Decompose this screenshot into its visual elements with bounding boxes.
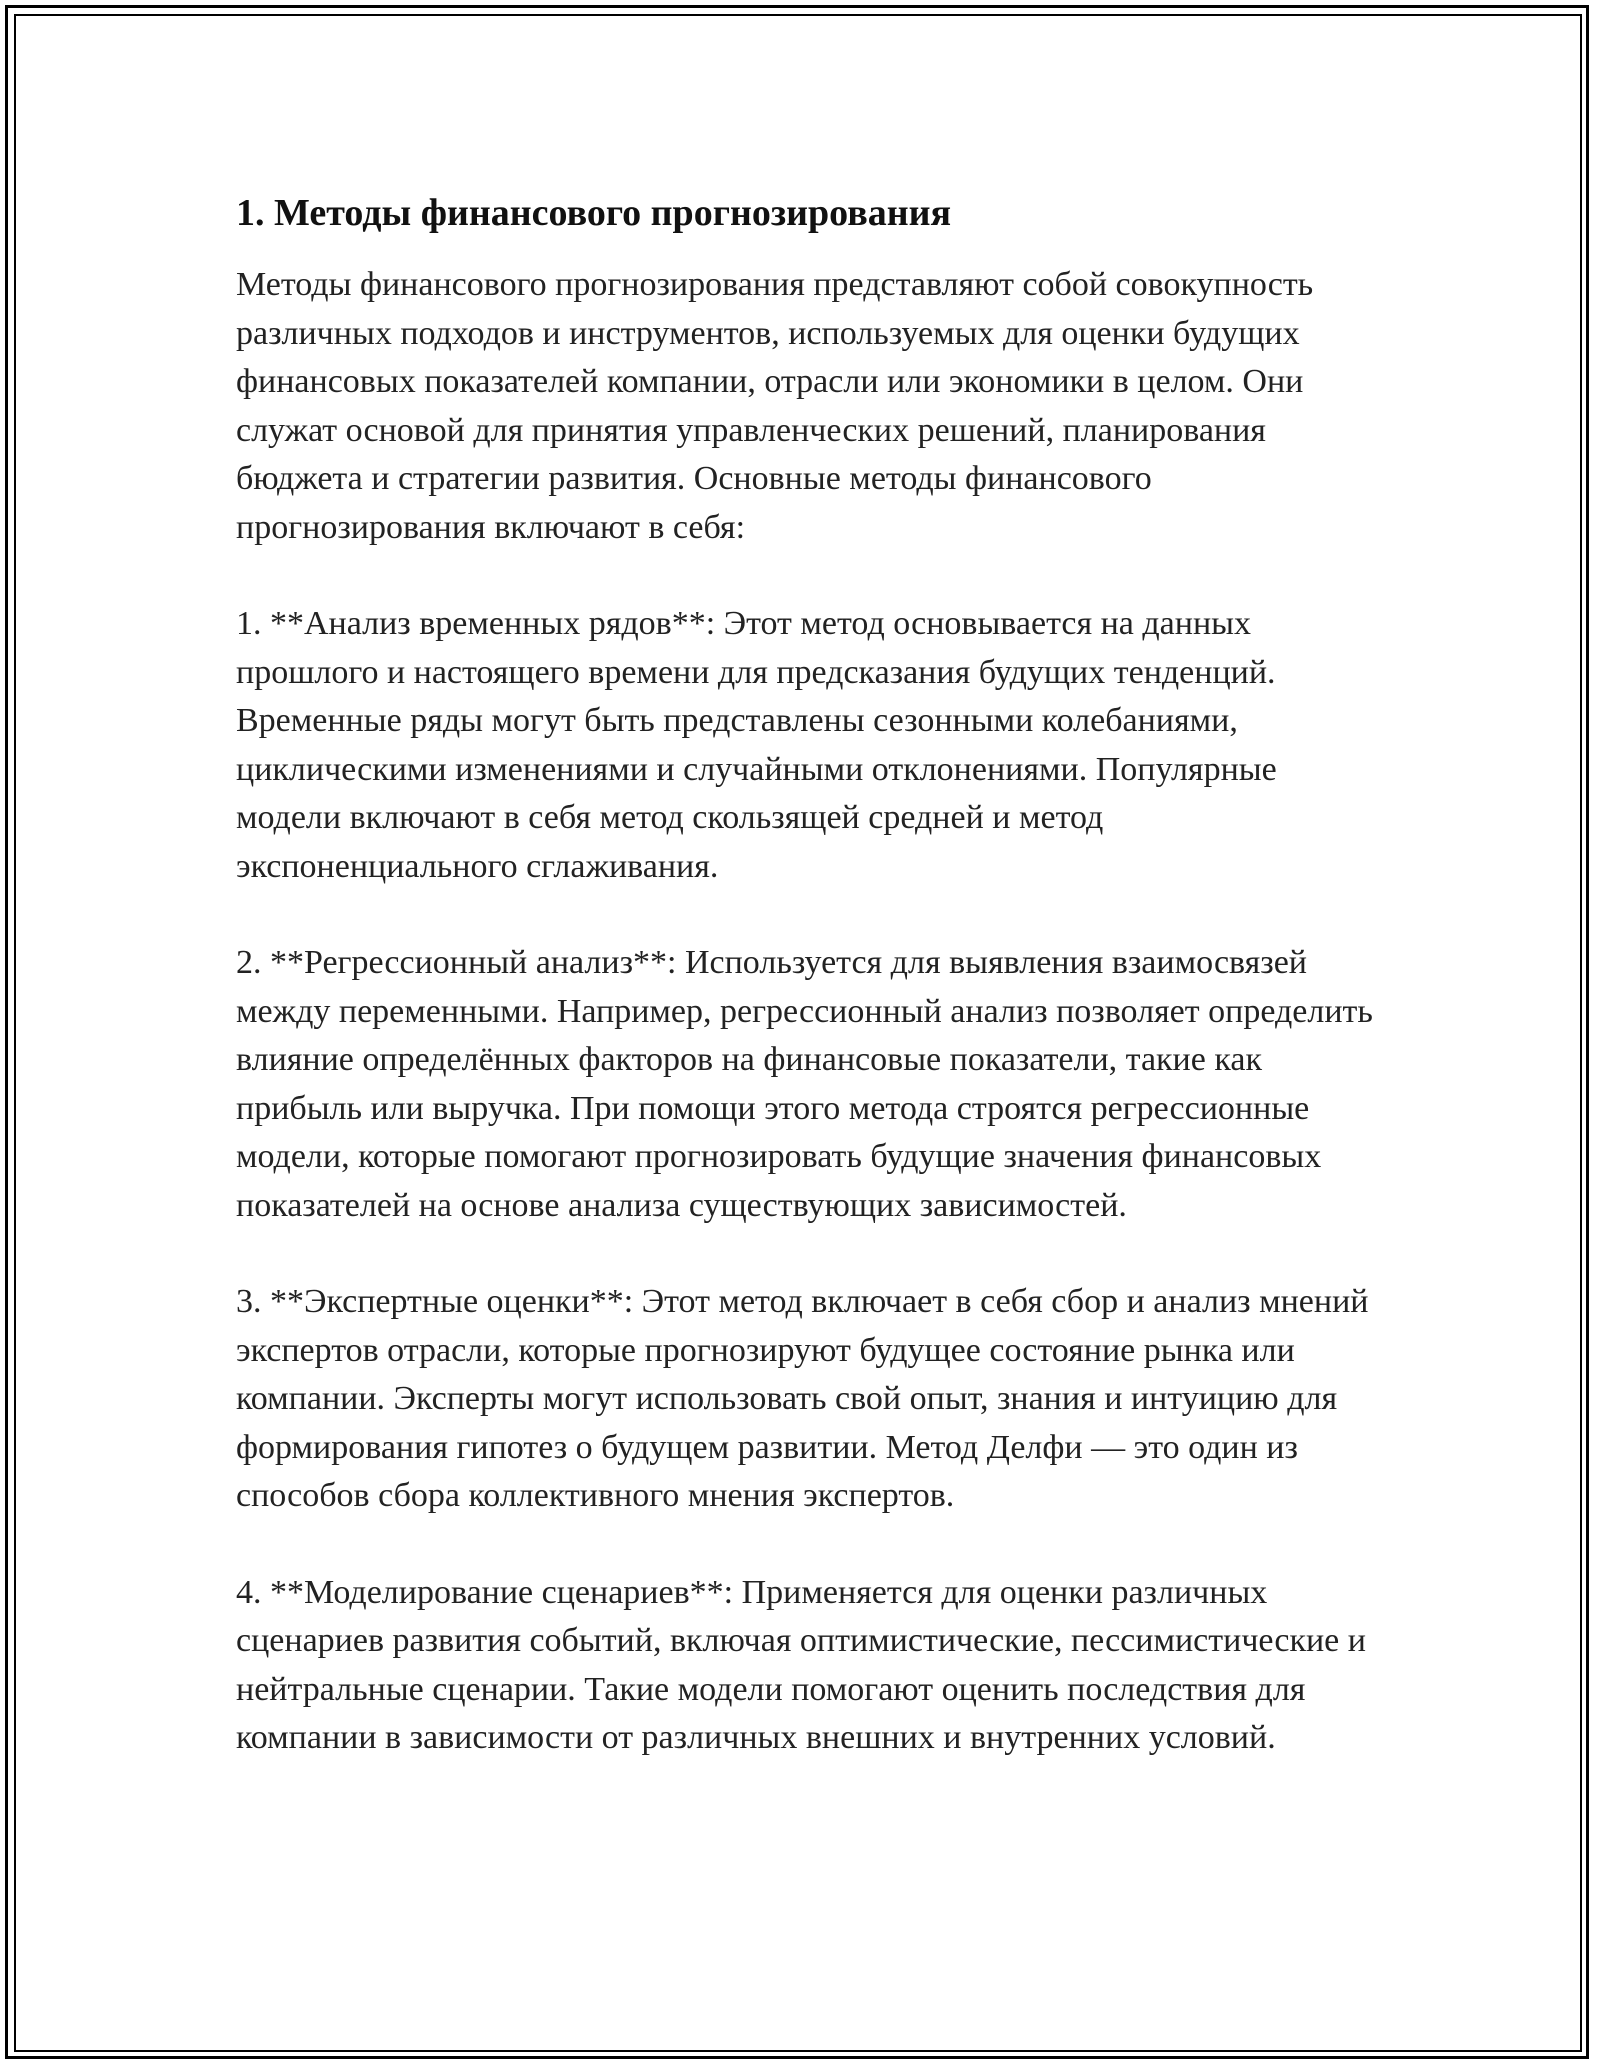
method-regression-paragraph: 2. **Регрессионный анализ**: Используется для выявления взаимосвязей между переменными. Например, регрессионный анализ позволяет определить влияние определённых факторов на финансовые показатели, такие как прибыль или выручка. При помощи этого метода строятся регрессионные модели, которые помогают прогнозировать будущие значения финансовых показателей на основе анализа существующих зависимостей. [236, 944, 1373, 1224]
method-time-series-paragraph: 1. **Анализ временных рядов**: Этот метод основывается на данных прошлого и настоящего времени для предсказания будущих тенденций. Временные ряды могут быть представлены сезонными колебаниями, циклическими изменениями и случайными отклонениями. Популярные модели включают в себя метод скользящей средней и метод экспоненциального сглаживания. [236, 605, 1277, 885]
method-expert-paragraph: 3. **Экспертные оценки**: Этот метод включает в себя сбор и анализ мнений экспертов отрасли, которые прогнозируют будущее состояние рынка или компании. Эксперты могут использовать свой опыт, знания и интуицию для формирования гипотез о будущем развитии. Метод Делфи — это один из способов сбора коллективного мнения экспертов. [236, 1283, 1369, 1514]
intro-paragraph: Методы финансового прогнозирования представляют собой совокупность различных подходов и инструментов, используемых для оценки будущих финансовых показателей компании, отрасли или экономики в целом. Они служат основой для принятия управленческих решений, планирования бюджета и стратегии развития. Основные методы финансового прогнозирования включают в себя: [236, 266, 1314, 546]
document-title: 1. Методы финансового прогнозирования [236, 192, 952, 234]
document-body [236, 183, 1386, 1811]
method-scenario-paragraph: 4. **Моделирование сценариев**: Применяется для оценки различных сценариев развития событий, включая оптимистические, пессимистические и нейтральные сценарии. Такие модели помогают оценить последствия для компании в зависимости от различных внешних и внутренних условий. [236, 1573, 1366, 1756]
